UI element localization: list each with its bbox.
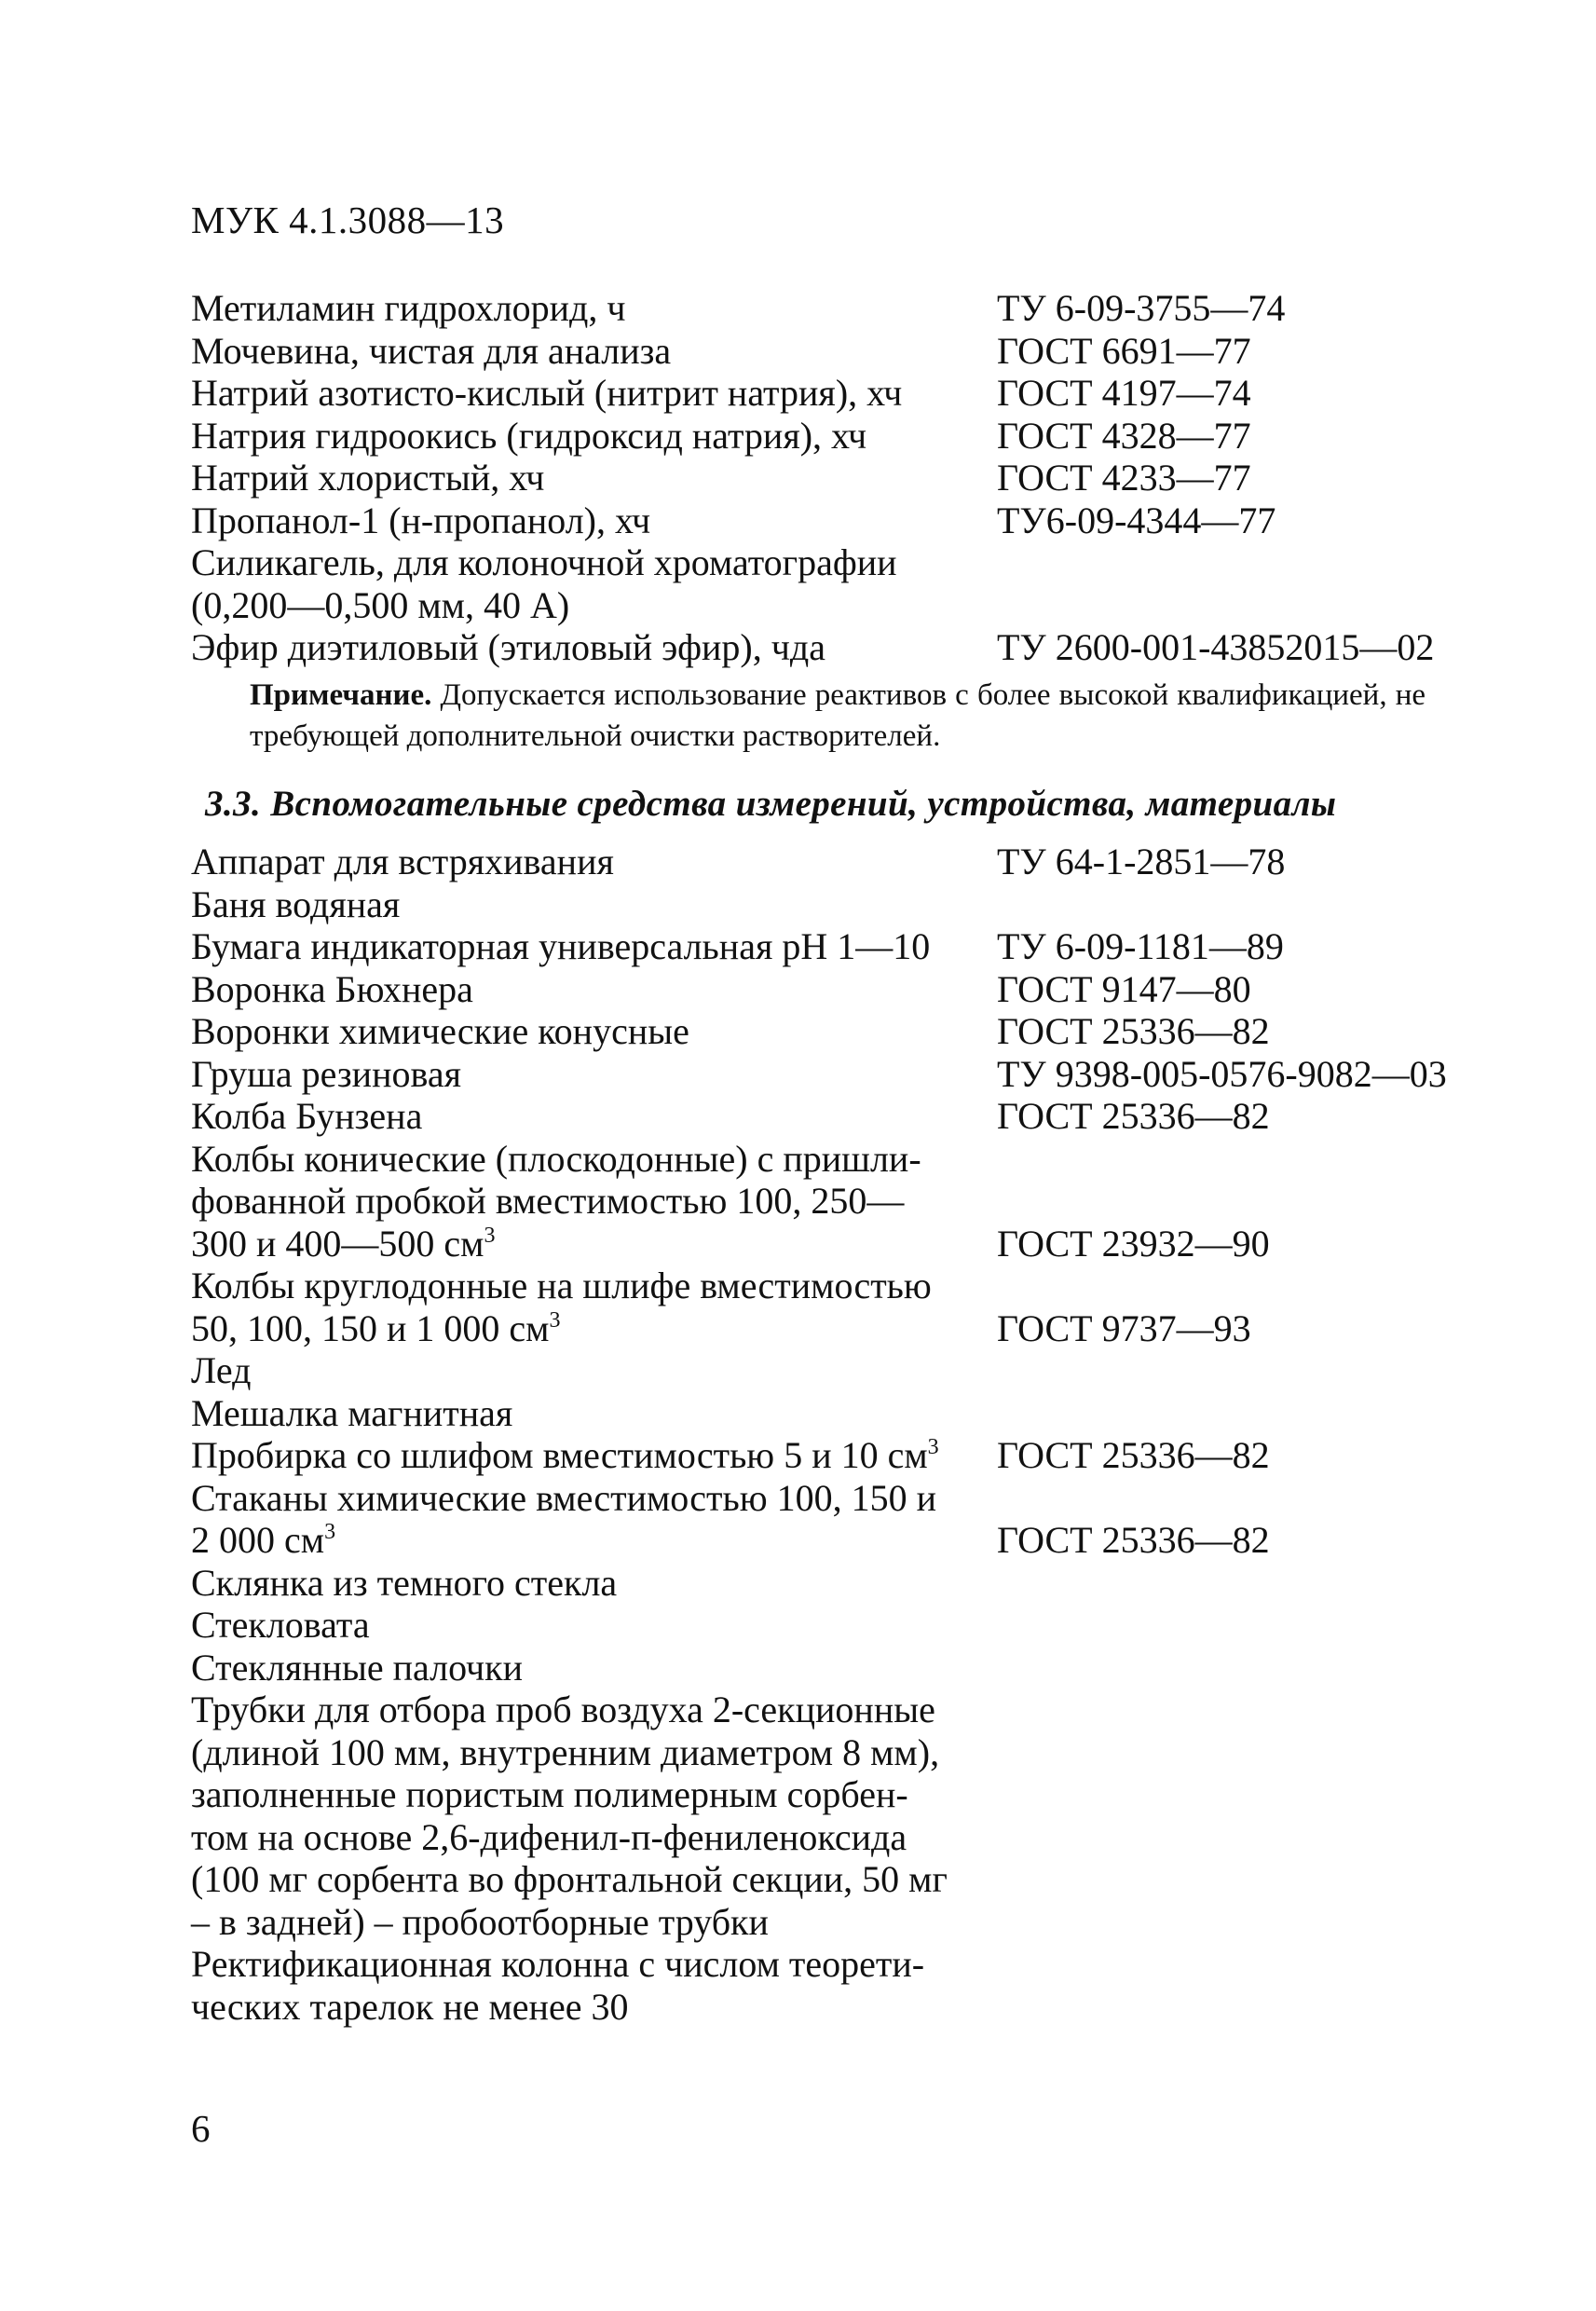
item-standard: ГОСТ 25336—82 <box>997 1519 1270 1561</box>
item-name: заполненные пористым полимерным сорбен- <box>191 1773 908 1815</box>
item-standard: ГОСТ 6691—77 <box>997 329 1251 372</box>
item-name: Силикагель, для колоночной хроматографии <box>191 541 897 583</box>
item-standard: ТУ6-09-4344—77 <box>997 499 1276 541</box>
item-name: Натрий азотисто-кислый (нитрит натрия), хч <box>191 372 903 414</box>
item-name: – в задней) – пробоотборные трубки <box>191 1900 769 1943</box>
item-name: Эфир диэтиловый (этиловый эфир), чда <box>191 626 825 668</box>
item-name: (100 мг сорбента во фронтальной секции, 50 мг <box>191 1858 948 1900</box>
item-name: Колбы круглодонные на шлифе вместимостью <box>191 1265 932 1306</box>
item-name: Метиламин гидрохлорид, ч <box>191 287 626 329</box>
superscript: 3 <box>324 1520 336 1544</box>
item-standard: ГОСТ 25336—82 <box>997 1010 1270 1052</box>
item-name-with-sup <box>191 1223 495 1265</box>
item-standard: ТУ 9398-005-0576-9082—03 <box>997 1052 1447 1095</box>
item-name: ческих тарелок не менее 30 <box>191 1985 629 2028</box>
item-name: том на основе 2,6-дифенил-п-фениленоксида <box>191 1815 907 1858</box>
superscript: 3 <box>484 1223 496 1248</box>
item-standard: ТУ 6-09-1181—89 <box>997 925 1284 967</box>
item-name: Аппарат для встряхивания <box>191 841 614 882</box>
superscript: 3 <box>927 1435 939 1459</box>
document-header: МУК 4.1.3088—13 <box>191 198 505 241</box>
item-name: Ректификационная колонна с числом теорети- <box>191 1943 925 1985</box>
item-standard: ТУ 2600-001-43852015—02 <box>997 626 1435 668</box>
item-name: Натрий хлористый, хч <box>191 457 545 499</box>
item-name: Колба Бунзена <box>191 1095 423 1137</box>
item-name: Мешалка магнитная <box>191 1391 513 1434</box>
item-standard: ГОСТ 4233—77 <box>997 457 1251 499</box>
item-name: Склянка из темного стекла <box>191 1561 618 1604</box>
item-standard: ГОСТ 9147—80 <box>997 967 1251 1010</box>
item-name-with-sup <box>191 1307 560 1350</box>
item-name: Мочевина, чистая для анализа <box>191 329 672 372</box>
section-title: 3.3. Вспомогательные средства измерений, устройства, материалы <box>205 784 1337 824</box>
item-standard: ГОСТ 4197—74 <box>997 372 1251 414</box>
item-name: Баня водяная <box>191 882 401 925</box>
item-name: 2 000 см <box>191 1519 325 1561</box>
item-name: Воронка Бюхнера <box>191 967 473 1010</box>
item-name-with-sup <box>191 1519 335 1562</box>
item-name: Воронки химические конусные <box>191 1010 689 1052</box>
item-name: Натрия гидроокись (гидроксид натрия), хч <box>191 414 867 457</box>
item-name: Трубки для отбора проб воздуха 2-секционные <box>191 1689 935 1730</box>
item-name: Груша резиновая <box>191 1052 461 1095</box>
item-name: Пробирка со шлифом вместимостью 5 и 10 см <box>191 1434 928 1476</box>
item-standard: ТУ 6-09-3755—74 <box>997 287 1286 329</box>
item-name: 300 и 400—500 см <box>191 1222 484 1265</box>
item-name-with-sup <box>191 1434 939 1477</box>
item-standard: ГОСТ 23932—90 <box>997 1222 1270 1265</box>
item-standard: ГОСТ 25336—82 <box>997 1095 1270 1137</box>
item-name: фованной пробкой вместимостью 100, 250— <box>191 1180 905 1222</box>
item-name: (0,200—0,500 мм, 40 А) <box>191 583 570 626</box>
note-paragraph <box>250 675 1425 757</box>
item-standard: ТУ 64-1-2851—78 <box>997 841 1286 882</box>
item-name: 50, 100, 150 и 1 000 см <box>191 1306 550 1349</box>
item-name: Пропанол-1 (н-пропанол), хч <box>191 499 651 541</box>
item-name: Стеклянные палочки <box>191 1646 524 1689</box>
item-name: Стаканы химические вместимостью 100, 150 и <box>191 1476 937 1519</box>
item-name: Бумага индикаторная универсальная рН 1—10 <box>191 925 931 967</box>
item-name: (длиной 100 мм, внутренним диаметром 8 мм), <box>191 1730 940 1773</box>
item-standard: ГОСТ 25336—82 <box>997 1434 1270 1476</box>
page-number: 6 <box>191 2107 211 2150</box>
item-name: Лед <box>191 1349 252 1391</box>
item-standard: ГОСТ 9737—93 <box>997 1306 1251 1349</box>
note-text: Допускается использование реактивов с более высокой квалификацией, не требующей дополнительной очистки растворителей. <box>250 678 1426 753</box>
superscript: 3 <box>549 1307 561 1333</box>
item-standard: ГОСТ 4328—77 <box>997 414 1251 457</box>
note-label: Примечание. <box>250 678 432 712</box>
item-name: Колбы конические (плоскодонные) с пришли- <box>191 1137 921 1180</box>
item-name: Стекловата <box>191 1604 370 1646</box>
